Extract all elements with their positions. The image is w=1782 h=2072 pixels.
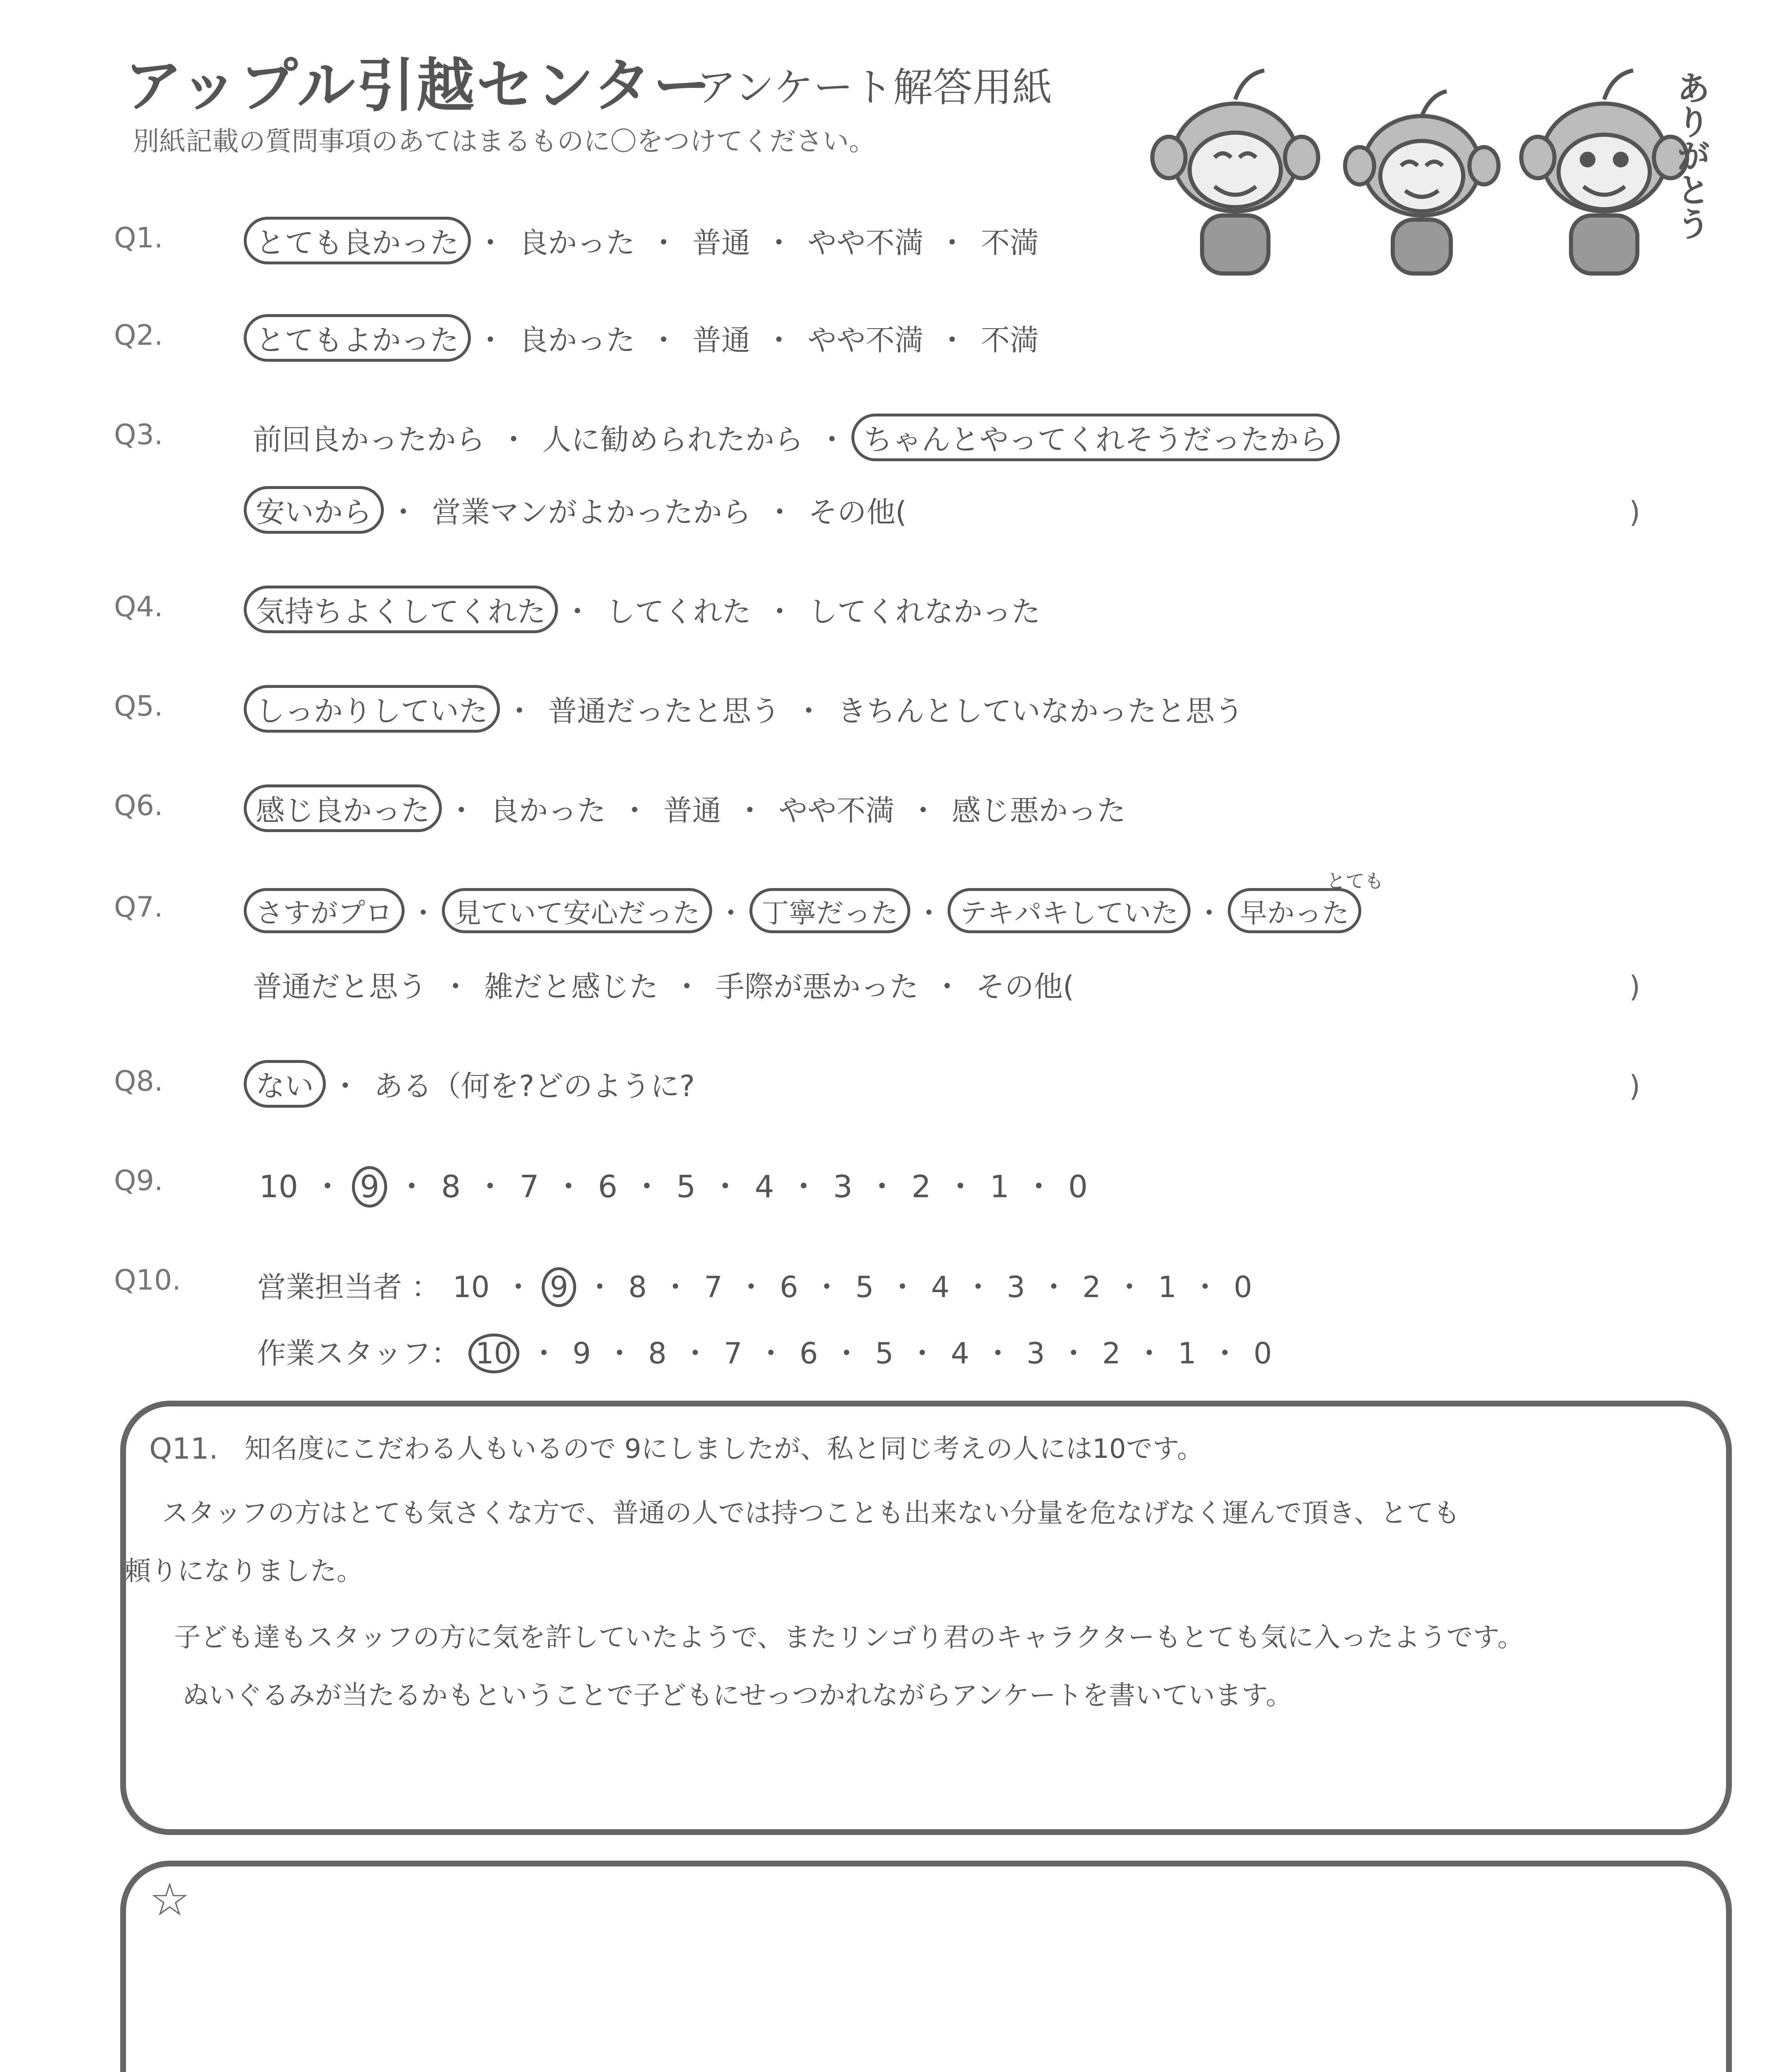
q7-option-selected[interactable]: 見ていて安心だった [442, 888, 712, 933]
q7-option-other[interactable]: その他( [976, 970, 1074, 1004]
q7-option-selected[interactable]: 早かった [1228, 888, 1361, 933]
q7-option[interactable]: 雑だと感じた [484, 970, 658, 1004]
q2-option[interactable]: 普通 [692, 323, 750, 357]
q7-option-selected[interactable]: テキパキしていた [948, 888, 1190, 933]
q10-sales-label: 営業担当者 ： [257, 1270, 441, 1304]
q5-option[interactable]: きちんとしていなかったと思う [837, 694, 1244, 728]
q9-scale: 10 ・ 9 ・ 8 ・ 7 ・ 6 ・ 5 ・ 4 ・ 3 ・ 2 ・ 1 ・ 0 [259, 1162, 1088, 1206]
q10-sales-score[interactable]: 7 [704, 1270, 722, 1304]
q7-option[interactable]: 手際が悪かった [715, 970, 919, 1004]
q4-option[interactable]: してくれた [606, 595, 751, 629]
q8-close-paren: ) [1629, 1069, 1641, 1103]
q6-option[interactable]: 普通 [663, 794, 721, 828]
q10-staff-score[interactable]: 3 [1026, 1336, 1045, 1370]
q6-option[interactable]: 良かった [490, 794, 606, 828]
q9-score[interactable]: 4 [754, 1169, 774, 1205]
q10-staff-score[interactable]: 4 [950, 1336, 970, 1370]
q7-option-selected[interactable]: さすがプロ [244, 888, 405, 933]
q10-staff-score-selected[interactable]: 10 [468, 1334, 519, 1373]
q3-option-selected[interactable]: 安いから [244, 486, 384, 534]
q10-sales-score[interactable]: 10 [453, 1270, 490, 1304]
monkey-3-icon [1521, 70, 1687, 274]
q3-option[interactable]: 前回良かったから [253, 423, 485, 457]
q9-score[interactable]: 5 [676, 1169, 696, 1205]
q10-sales-score-selected[interactable]: 9 [542, 1267, 576, 1307]
q1-option-selected[interactable]: とても良かった [244, 217, 471, 264]
q11-comment-line: 子ども達もスタッフの方に気を許していたようで、またリンゴり君のキャラクターもとても気に入ったようです。 [174, 1622, 1524, 1653]
q10-staff-score[interactable]: 5 [875, 1336, 894, 1370]
q9-score-selected[interactable]: 9 [352, 1166, 387, 1208]
q3-option-selected[interactable]: ちゃんとやってくれそうだったから [851, 414, 1340, 461]
q10-sales-row: 営業担当者 ： 10 ・ 9 ・ 8 ・ 7 ・ 6 ・ 5 ・ 4 ・ 3 ・ 2 ・ 1 ・ 0 [257, 1264, 1252, 1306]
q6-option[interactable]: やや不満 [778, 794, 895, 828]
q10-staff-score[interactable]: 6 [799, 1336, 818, 1370]
q7-option-selected[interactable]: 丁寧だった [749, 888, 910, 933]
q1-option[interactable]: やや不満 [807, 226, 924, 260]
q10-staff-label: 作業スタッフ： [257, 1336, 460, 1370]
q2-option-selected[interactable]: とてもよかった [244, 314, 471, 362]
q1-options: とても良かった ・ 良かった ・ 普通 ・ やや不満 ・ 不満 [253, 220, 1039, 261]
q11-comment-line: ぬいぐるみが当たるかもということで子どもにせっつかれながらアンケートを書いています。 [182, 1680, 1292, 1711]
form-subtitle: アンケート解答用紙 [696, 64, 1052, 111]
q1-label: Q1. [114, 222, 163, 254]
q2-options: とてもよかった ・ 良かった ・ 普通 ・ やや不満 ・ 不満 [253, 317, 1039, 359]
q3-option-other[interactable]: その他( [808, 495, 907, 529]
q10-staff-score[interactable]: 0 [1253, 1336, 1272, 1370]
q7-option[interactable]: 普通だと思う [253, 970, 427, 1004]
q11-label: Q11. [149, 1432, 218, 1466]
q1-option[interactable]: 良かった [519, 226, 635, 260]
q2-label: Q2. [114, 319, 163, 352]
q3-label: Q3. [114, 419, 163, 451]
monkey-mascots-illustration [1140, 54, 1720, 286]
q9-label: Q9. [114, 1164, 163, 1197]
q10-sales-score[interactable]: 4 [931, 1270, 950, 1304]
q7-handwritten-note: とても [1326, 870, 1384, 892]
q8-options: ない ・ ある（何を?どのように? [253, 1063, 695, 1105]
instruction-text: 別紙記載の質問事項のあてはまるものに〇をつけてください。 [133, 126, 875, 157]
q9-score[interactable]: 2 [911, 1169, 931, 1205]
q3-options-line1: 前回良かったから ・ 人に勧められたから ・ ちゃんとやってくれそうだったから [253, 416, 1331, 458]
q3-options-line2: 安いから ・ 営業マンがよかったから ・ その他( [253, 489, 907, 531]
company-title: アップル引越センター [124, 52, 713, 120]
q8-label: Q8. [114, 1065, 163, 1098]
q10-label: Q10. [114, 1264, 181, 1297]
q10-staff-score[interactable]: 8 [648, 1336, 667, 1370]
q9-score[interactable]: 10 [259, 1169, 298, 1205]
q3-option[interactable]: 人に勧められたから [542, 423, 803, 457]
q10-staff-score[interactable]: 2 [1102, 1336, 1121, 1370]
q7-options-line2: 普通だと思う ・ 雑だと感じた ・ 手際が悪かった ・ その他( [253, 963, 1074, 1005]
q5-options: しっかりしていた ・ 普通だったと思う ・ きちんとしていなかったと思う [253, 688, 1244, 730]
q9-score[interactable]: 0 [1068, 1169, 1088, 1205]
q10-staff-score[interactable]: 9 [572, 1336, 591, 1370]
q1-option[interactable]: 不満 [981, 226, 1039, 260]
q10-staff-row: 作業スタッフ： 10 ・ 9 ・ 8 ・ 7 ・ 6 ・ 5 ・ 4 ・ 3 ・ 2 ・ 1 ・ 0 [257, 1330, 1272, 1372]
q7-close-paren: ) [1629, 970, 1641, 1004]
q10-sales-score[interactable]: 1 [1158, 1270, 1177, 1304]
q6-option[interactable]: 感じ悪かった [952, 794, 1126, 828]
q10-sales-score[interactable]: 2 [1082, 1270, 1101, 1304]
q3-close-paren: ) [1629, 495, 1641, 529]
q6-label: Q6. [114, 789, 163, 822]
q4-label: Q4. [114, 591, 163, 623]
q2-option[interactable]: やや不満 [807, 323, 924, 357]
q2-option[interactable]: 不満 [981, 323, 1039, 357]
q5-option[interactable]: 普通だったと思う [548, 694, 780, 728]
q4-option-selected[interactable]: 気持ちよくしてくれた [244, 586, 558, 633]
q5-option-selected[interactable]: しっかりしていた [244, 685, 500, 733]
q6-options: 感じ良かった ・ 良かった ・ 普通 ・ やや不満 ・ 感じ悪かった [253, 787, 1126, 829]
q9-score[interactable]: 1 [989, 1169, 1010, 1205]
q10-sales-score[interactable]: 0 [1234, 1270, 1252, 1304]
q4-option[interactable]: してくれなかった [808, 595, 1040, 629]
q9-score[interactable]: 8 [441, 1169, 461, 1205]
thanks-banner: ありがとう [1671, 70, 1710, 240]
q8-option-selected[interactable]: ない [244, 1060, 326, 1108]
q9-score[interactable]: 3 [833, 1169, 853, 1205]
q9-score[interactable]: 6 [598, 1169, 618, 1205]
q11-comment-line: 頼りになりました。 [124, 1556, 363, 1587]
q10-sales-score[interactable]: 6 [779, 1270, 798, 1304]
q11-comment-line: 知名度にこだわる人もいるので 9にしましたが、私と同じ考えの人には10です。 [245, 1434, 1204, 1464]
q10-sales-score[interactable]: 8 [628, 1270, 647, 1304]
q10-sales-score[interactable]: 3 [1006, 1270, 1026, 1304]
q10-sales-score[interactable]: 5 [855, 1270, 874, 1304]
q5-label: Q5. [114, 690, 163, 723]
monkey-1-icon [1152, 70, 1318, 274]
q3-option[interactable]: 営業マンがよかったから [432, 495, 751, 529]
q9-score[interactable]: 7 [519, 1169, 539, 1205]
q8-option[interactable]: ある（何を?どのように? [374, 1069, 695, 1103]
q6-option-selected[interactable]: 感じ良かった [244, 784, 442, 832]
q1-option[interactable]: 普通 [692, 226, 750, 260]
q10-staff-score[interactable]: 1 [1178, 1336, 1196, 1370]
q2-option[interactable]: 良かった [519, 323, 635, 357]
star-icon: ☆ [149, 1873, 190, 1926]
q10-staff-score[interactable]: 7 [724, 1336, 742, 1370]
q7-label: Q7. [114, 891, 163, 924]
q4-options: 気持ちよくしてくれた ・ してくれた ・ してくれなかった [253, 588, 1040, 630]
monkey-2-icon [1345, 91, 1498, 274]
free-comment-box[interactable] [120, 1861, 1732, 2072]
q11-comment-line: スタッフの方はとても気さくな方で、普通の人では持つことも出来ない分量を危なげなく運んで頂き、とても [162, 1498, 1460, 1529]
q7-options-line1: さすがプロ ・ 見ていて安心だった ・ 丁寧だった ・ テキパキしていた ・ 早かった [253, 891, 1352, 930]
